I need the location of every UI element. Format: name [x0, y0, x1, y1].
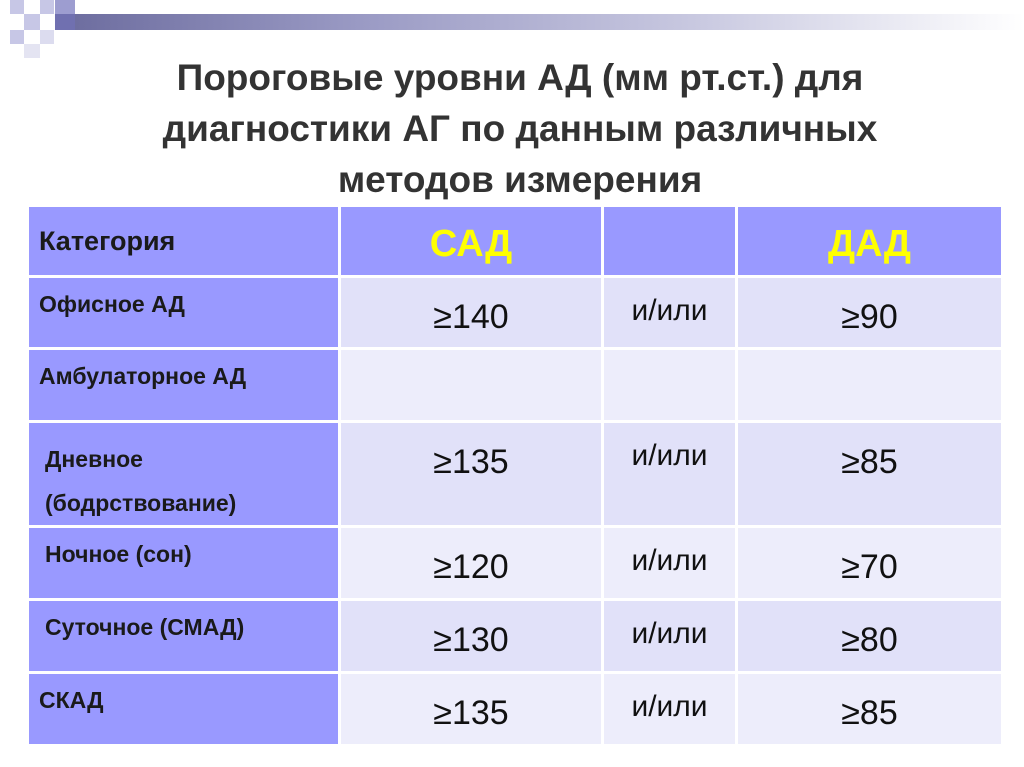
table-row	[29, 278, 1001, 347]
category-cell	[29, 528, 338, 598]
or-cell	[604, 601, 735, 671]
category-label: Ночное (сон)	[45, 541, 192, 567]
dad-cell	[738, 601, 1001, 671]
header-sad: САД	[429, 223, 513, 265]
category-label: Офисное АД	[39, 291, 185, 317]
dad-cell	[738, 674, 1001, 744]
sad-value: ≥135	[433, 694, 509, 732]
category-label	[29, 423, 338, 525]
title-line: Пороговые уровни АД (мм рт.ст.) для	[176, 57, 864, 98]
header-category: Категория	[39, 226, 176, 256]
table-row	[29, 528, 1001, 598]
dad-value: ≥85	[841, 694, 898, 732]
or-label: и/или	[631, 617, 708, 650]
dad-cell	[738, 278, 1001, 347]
category-cell	[29, 601, 338, 671]
category-label-line: (бодрствование)	[45, 490, 237, 516]
category-label: Суточное (СМАД)	[45, 614, 245, 640]
category-label-line: Дневное	[45, 446, 143, 472]
or-label: и/или	[631, 294, 708, 327]
sad-value: ≥135	[433, 443, 509, 481]
header-dad: ДАД	[828, 223, 911, 265]
or-cell	[604, 674, 735, 744]
header-sad-cell	[341, 207, 601, 275]
or-cell	[604, 278, 735, 347]
category-cell	[29, 350, 338, 420]
deco-square	[24, 14, 40, 30]
deco-square	[24, 44, 40, 58]
thresholds-table	[26, 204, 1004, 747]
or-cell	[604, 528, 735, 598]
sad-value: ≥130	[433, 621, 509, 659]
header-category-cell	[29, 207, 338, 275]
deco-square	[10, 0, 24, 14]
deco-square	[55, 14, 75, 30]
dad-cell	[738, 528, 1001, 598]
sad-cell	[341, 278, 601, 347]
sad-cell	[341, 601, 601, 671]
dad-value: ≥70	[841, 548, 898, 586]
dad-value: ≥85	[841, 443, 898, 481]
dad-cell	[738, 423, 1001, 525]
dad-cell	[738, 350, 1001, 420]
header-or-cell	[604, 207, 735, 275]
title-line: диагностики АГ по данным различных	[162, 108, 878, 149]
deco-square	[55, 0, 75, 14]
deco-square	[10, 30, 24, 44]
category-cell	[29, 674, 338, 744]
table-row	[29, 350, 1001, 420]
sad-cell	[341, 528, 601, 598]
or-label: и/или	[631, 439, 708, 472]
or-cell	[604, 350, 735, 420]
category-cell	[29, 423, 338, 525]
sad-value: ≥120	[433, 548, 509, 586]
sad-value	[341, 350, 601, 370]
table-row	[29, 423, 1001, 525]
or-label: и/или	[631, 544, 708, 577]
or-label: и/или	[631, 690, 708, 723]
table-header-row	[29, 207, 1001, 275]
category-cell	[29, 278, 338, 347]
dad-value	[738, 350, 1001, 370]
table-row	[29, 601, 1001, 671]
sad-cell	[341, 350, 601, 420]
dad-value: ≥80	[841, 621, 898, 659]
category-label: СКАД	[39, 687, 104, 713]
title-line: методов измерения	[337, 159, 703, 200]
deco-square	[40, 0, 54, 14]
category-label: Амбулаторное АД	[39, 363, 247, 389]
dad-value: ≥90	[841, 298, 898, 336]
header-dad-cell	[738, 207, 1001, 275]
or-label	[604, 350, 735, 366]
slide-title	[60, 52, 980, 205]
table-row	[29, 674, 1001, 744]
sad-value: ≥140	[433, 298, 509, 336]
or-cell	[604, 423, 735, 525]
deco-gradient-bar	[75, 14, 1024, 30]
corner-decoration	[0, 0, 1024, 60]
sad-cell	[341, 423, 601, 525]
deco-square	[40, 30, 54, 44]
sad-cell	[341, 674, 601, 744]
